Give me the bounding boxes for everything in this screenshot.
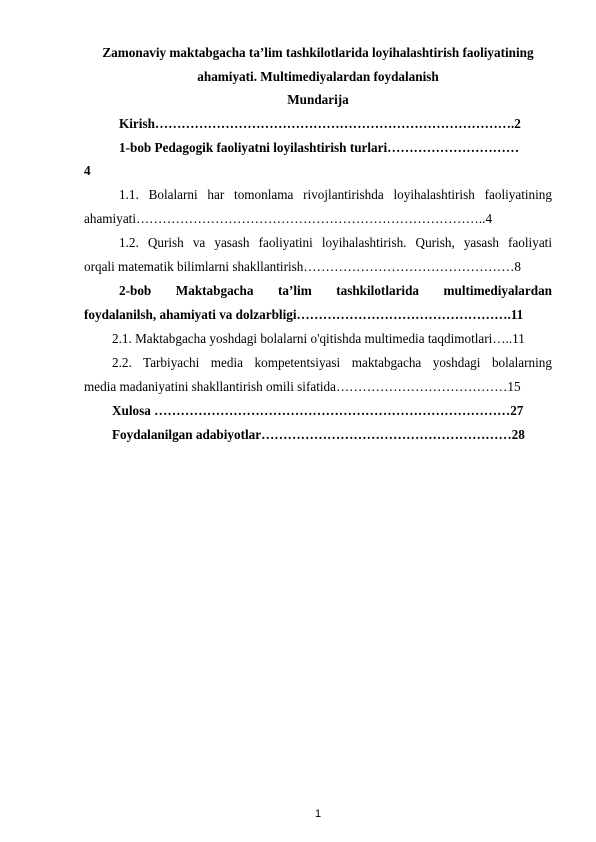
toc-entry-xulosa[interactable]: Xulosa ………………………………………………………………………27: [112, 403, 524, 418]
document-title: Zamonaviy maktabgacha ta’lim tashkilotlarida loyihalashtirish faoliyatining ahamiyati. Multimediyalardan foydalanish: [102, 45, 534, 84]
page-number: 1: [314, 808, 322, 820]
toc-entry-section-1-1[interactable]: 1.1. Bolalarni har tomonlama rivojlantirishda loyihalashtirish faoliyatining: [119, 187, 552, 202]
toc-entry-chapter-1-page[interactable]: 4: [84, 163, 91, 178]
toc-entry-kirish[interactable]: Kirish……………………………………………………………………….2: [119, 116, 521, 131]
toc-entry-section-1-2-cont[interactable]: orqali matematik bilimlarni shakllantirish…………………………………………8: [84, 259, 521, 274]
toc-entry-section-1-1-cont[interactable]: ahamiyati……………………………………………………………………..4: [84, 211, 493, 226]
toc-entry-section-2-2[interactable]: 2.2. Tarbiyachi media kompetentsiyasi maktabgacha yoshdagi bolalarning: [112, 355, 552, 370]
toc-heading: Mundarija: [287, 92, 349, 107]
toc-entry-chapter-2[interactable]: 2-bob Maktabgacha ta’lim tashkilotlarida multimediyalardan: [119, 283, 552, 298]
toc-entry-section-2-1[interactable]: 2.1. Maktabgacha yoshdagi bolalarni o'qitishda multimedia taqdimotlari…..11: [112, 331, 525, 346]
toc-entry-section-2-2-cont[interactable]: media madaniyatini shakllantirish omili sifatida…………………………………15: [84, 379, 521, 394]
toc-entry-chapter-2-cont[interactable]: foydalanilsh, ahamiyati va dolzarbligi………………………………………….11: [84, 307, 524, 322]
toc-entry-chapter-1[interactable]: 1-bob Pedagogik faoliyatni loyilashtirish turlari…………………………: [119, 140, 520, 155]
toc-entry-section-1-2[interactable]: 1.2. Qurish va yasash faoliyatini loyihalashtirish. Qurish, yasash faoliyati: [119, 235, 552, 250]
toc-entry-adabiyotlar[interactable]: Foydalanilgan adabiyotlar…………………………………………………28: [112, 427, 525, 442]
